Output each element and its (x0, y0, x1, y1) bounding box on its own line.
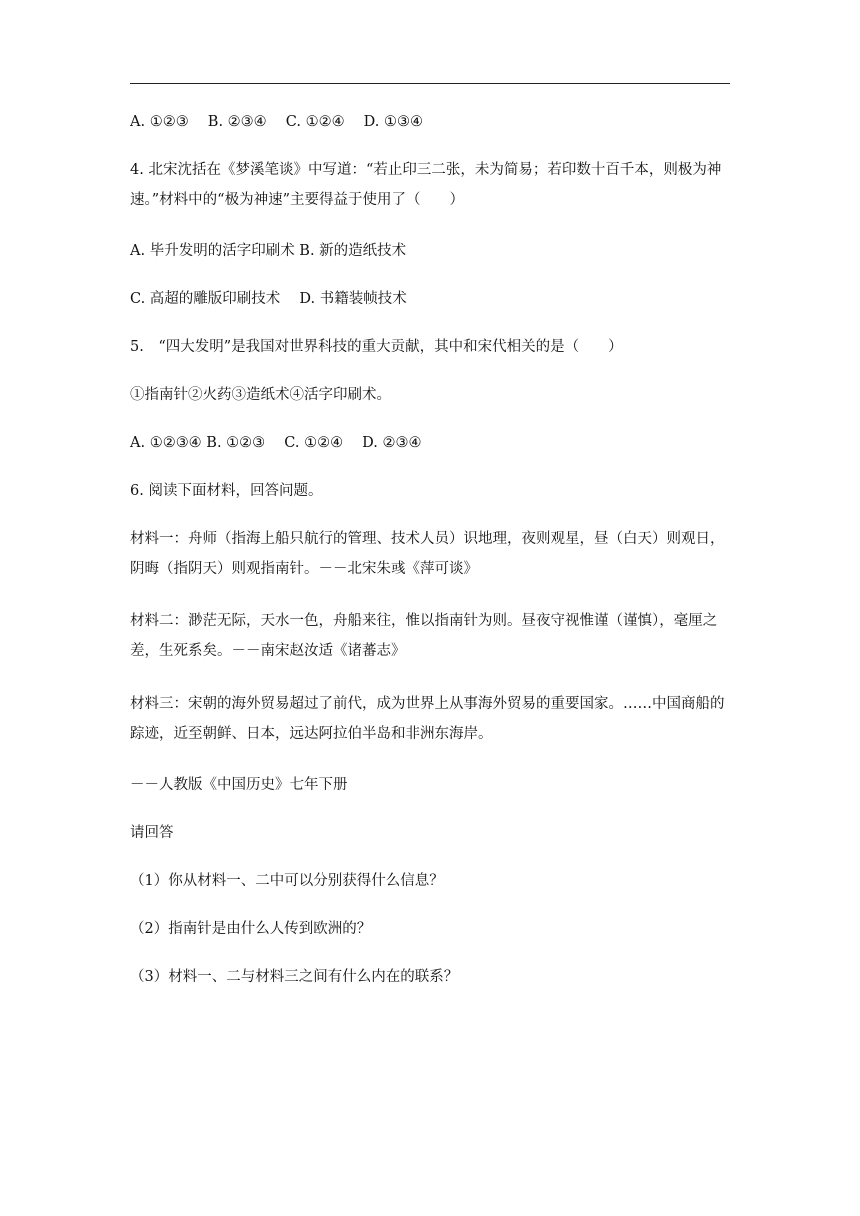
q3-options: A. ①②③ B. ②③④ C. ①②④ D. ①③④ (130, 114, 424, 130)
sub-question-2: （2）指南针是由什么人传到欧洲的？ (130, 921, 372, 937)
q5-stem: 5. “四大发明”是我国对世界科技的重大贡献，其中和宋代相关的是（ ） (130, 339, 623, 355)
material-one: 材料一：舟师（指海上船只航行的管理、技术人员）识地理，夜则观星，昼（白天）则观日，阴晦（指阴天）则观指南针。－－北宋朱彧《萍可谈》 (130, 531, 725, 577)
header-rule (130, 83, 730, 84)
answer-prompt: 请回答 (130, 825, 174, 841)
q5-items: ①指南针②火药③造纸术④活字印刷术。 (130, 387, 391, 403)
sub-question-1: （1）你从材料一、二中可以分别获得什么信息？ (130, 873, 444, 889)
q4-options-cd: C. 高超的雕版印刷技术 D. 书籍装帧技术 (130, 291, 407, 307)
sub-question-3: （3）材料一、二与材料三之间有什么内在的联系？ (130, 969, 459, 985)
q4-stem: 4. 北宋沈括在《梦溪笔谈》中写道：“若止印三二张，未为简易；若印数十百千本，则极为神速。”材料中的“极为神速”主要得益于使用了（ ） (130, 162, 722, 208)
material-two: 材料二：渺茫无际，天水一色，舟船来往，惟以指南针为则。昼夜守视惟谨（谨慎），毫厘之差，生死系矣。－－南宋赵汝适《诸蕃志》 (130, 613, 718, 659)
material-three-source: －－人教版《中国历史》七年下册 (130, 777, 348, 793)
q6-stem: 6. 阅读下面材料，回答问题。 (130, 483, 323, 499)
q5-options: A. ①②③④ B. ①②③ C. ①②④ D. ②③④ (130, 435, 422, 451)
q4-options-ab: A. 毕升发明的活字印刷术 B. 新的造纸技术 (130, 243, 407, 259)
material-three: 材料三：宋朝的海外贸易超过了前代，成为世界上从事海外贸易的重要国家。……中国商船的踪迹，近至朝鲜、日本，远达阿拉伯半岛和非洲东海岸。 (130, 696, 725, 742)
